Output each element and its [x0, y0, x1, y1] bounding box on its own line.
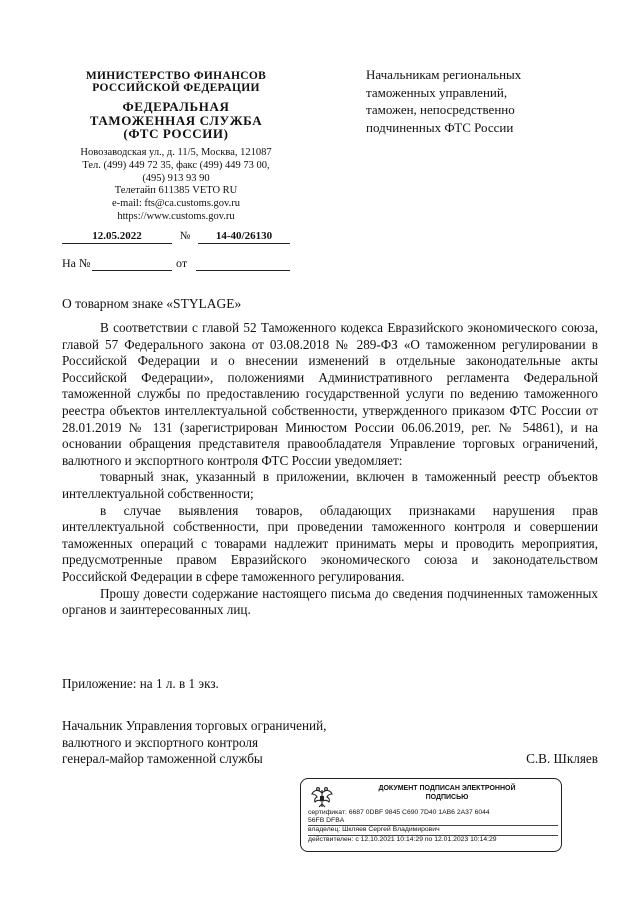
body-paragraph: товарный знак, указанный в приложении, включен в таможенный реестр объектов интеллектуальной собственности; — [62, 469, 598, 501]
double-headed-eagle-icon — [309, 785, 335, 811]
reply-number-blank — [92, 270, 172, 271]
document-date: 12.05.2022 — [62, 230, 172, 244]
reply-reference-line — [62, 256, 290, 272]
ministry-name — [62, 70, 290, 94]
sender-contacts — [62, 147, 290, 224]
letter-body — [62, 320, 598, 619]
document-number: 14-40/26130 — [198, 230, 290, 244]
addressee — [366, 66, 596, 136]
service-name — [62, 100, 290, 141]
letter-subject: О товарном знаке «STYLAGE» — [62, 296, 242, 311]
certificate-value: сертификат: 6687 0DBF 9845 C690 7D40 1AB6 2A37 6044 — [308, 809, 490, 816]
email-line: e-mail: fts@ca.customs.gov.ru — [112, 198, 240, 210]
addressee-line: Начальникам региональных — [366, 67, 522, 82]
reply-label: На № — [62, 256, 91, 270]
reply-date-blank — [196, 270, 290, 271]
teletype-line: Телетайп 611385 VETO RU — [114, 185, 238, 197]
signatory-name: С.В. Шкляев — [526, 751, 598, 767]
number-sign: № — [179, 230, 191, 242]
service-line: ФЕДЕРАЛЬНАЯ — [122, 99, 230, 114]
from-label: от — [176, 256, 188, 270]
stamp-title-line: ПОДПИСЬЮ — [425, 793, 469, 801]
attachment-note: Приложение: на 1 л. в 1 экз. — [62, 676, 219, 691]
certificate-value-cont: 56FB DFBA — [308, 817, 345, 825]
stamp-title-line: ДОКУМЕНТ ПОДПИСАН ЭЛЕКТРОННОЙ — [378, 785, 516, 792]
phone-line: Тел. (499) 449 72 35, факс (499) 449 73 00, — [82, 159, 270, 171]
addressee-line: подчиненных ФТС России — [366, 119, 514, 135]
phone-line: (495) 913 93 90 — [142, 172, 210, 184]
body-paragraph: Прошу довести содержание настоящего письма до сведения подчиненных таможенных органов и заинтересованных лиц. — [62, 585, 598, 618]
service-line: (ФТС РОССИИ) — [123, 126, 229, 141]
certificate-line — [308, 809, 558, 826]
electronic-signature-stamp — [300, 778, 562, 852]
ministry-line: РОССИЙСКОЙ ФЕДЕРАЦИИ — [92, 82, 260, 94]
stamp-details — [308, 809, 558, 844]
signatory-position: Начальник Управления торговых ограничений, — [62, 718, 327, 733]
signatory-position: генерал-майор таможенной службы — [62, 751, 263, 767]
stamp-title — [341, 785, 553, 802]
ministry-line: МИНИСТЕРСТВО ФИНАНСОВ — [85, 70, 267, 82]
registration-line — [62, 230, 290, 246]
address-line: Новозаводская ул., д. 11/5, Москва, 121087 — [80, 147, 272, 158]
service-line: ТАМОЖЕННАЯ СЛУЖБА — [89, 112, 263, 128]
owner-line: владелец: Шкляев Сергей Владимирович — [308, 826, 558, 835]
body-paragraph: в случае выявления товаров, обладающих признаками нарушения прав интеллектуальной собственности, при проведении таможенного контроля и совершении таможенных операций с товарами надлежит принимать меры и проводить мероприятия, предусмотренные правом Евразийского экономического союза и законодательством Российской Федерации в сфере таможенного регулирования. — [62, 502, 598, 584]
addressee-line: таможен, непосредственно — [366, 102, 515, 117]
addressee-line: таможенных управлений, — [366, 84, 508, 100]
body-paragraph: В соответствии с главой 52 Таможенного кодекса Евразийского экономического союза, главой 57 Федерального закона от 03.08.2018 № 289-ФЗ «О таможенном регулировании в Российской Федерации и о внесении изменений в отдельные законодательные акты Российской Федерации», положениями Административного регламента Федеральной таможенной службы по предоставлению государственной услуги по ведению таможенного реестра объектов интеллектуальной собственности, утвержденного приказом ФТС России от 28.01.2019 № 131 (зарегистрирован Минюстом России 06.06.2019, рег. № 54861), и на основании обращения представителя правообладателя Управление торговых ограничений, валютного и экспортного контроля ФТС России уведомляет: — [62, 320, 598, 468]
signature-block — [62, 718, 598, 768]
website-line: https://www.customs.gov.ru — [117, 210, 235, 222]
validity-line: действителен: с 12.10.2021 10:14:29 по 12.01.2023 10:14:29 — [308, 835, 497, 843]
signatory-position: валютного и экспортного контроля — [62, 734, 259, 750]
